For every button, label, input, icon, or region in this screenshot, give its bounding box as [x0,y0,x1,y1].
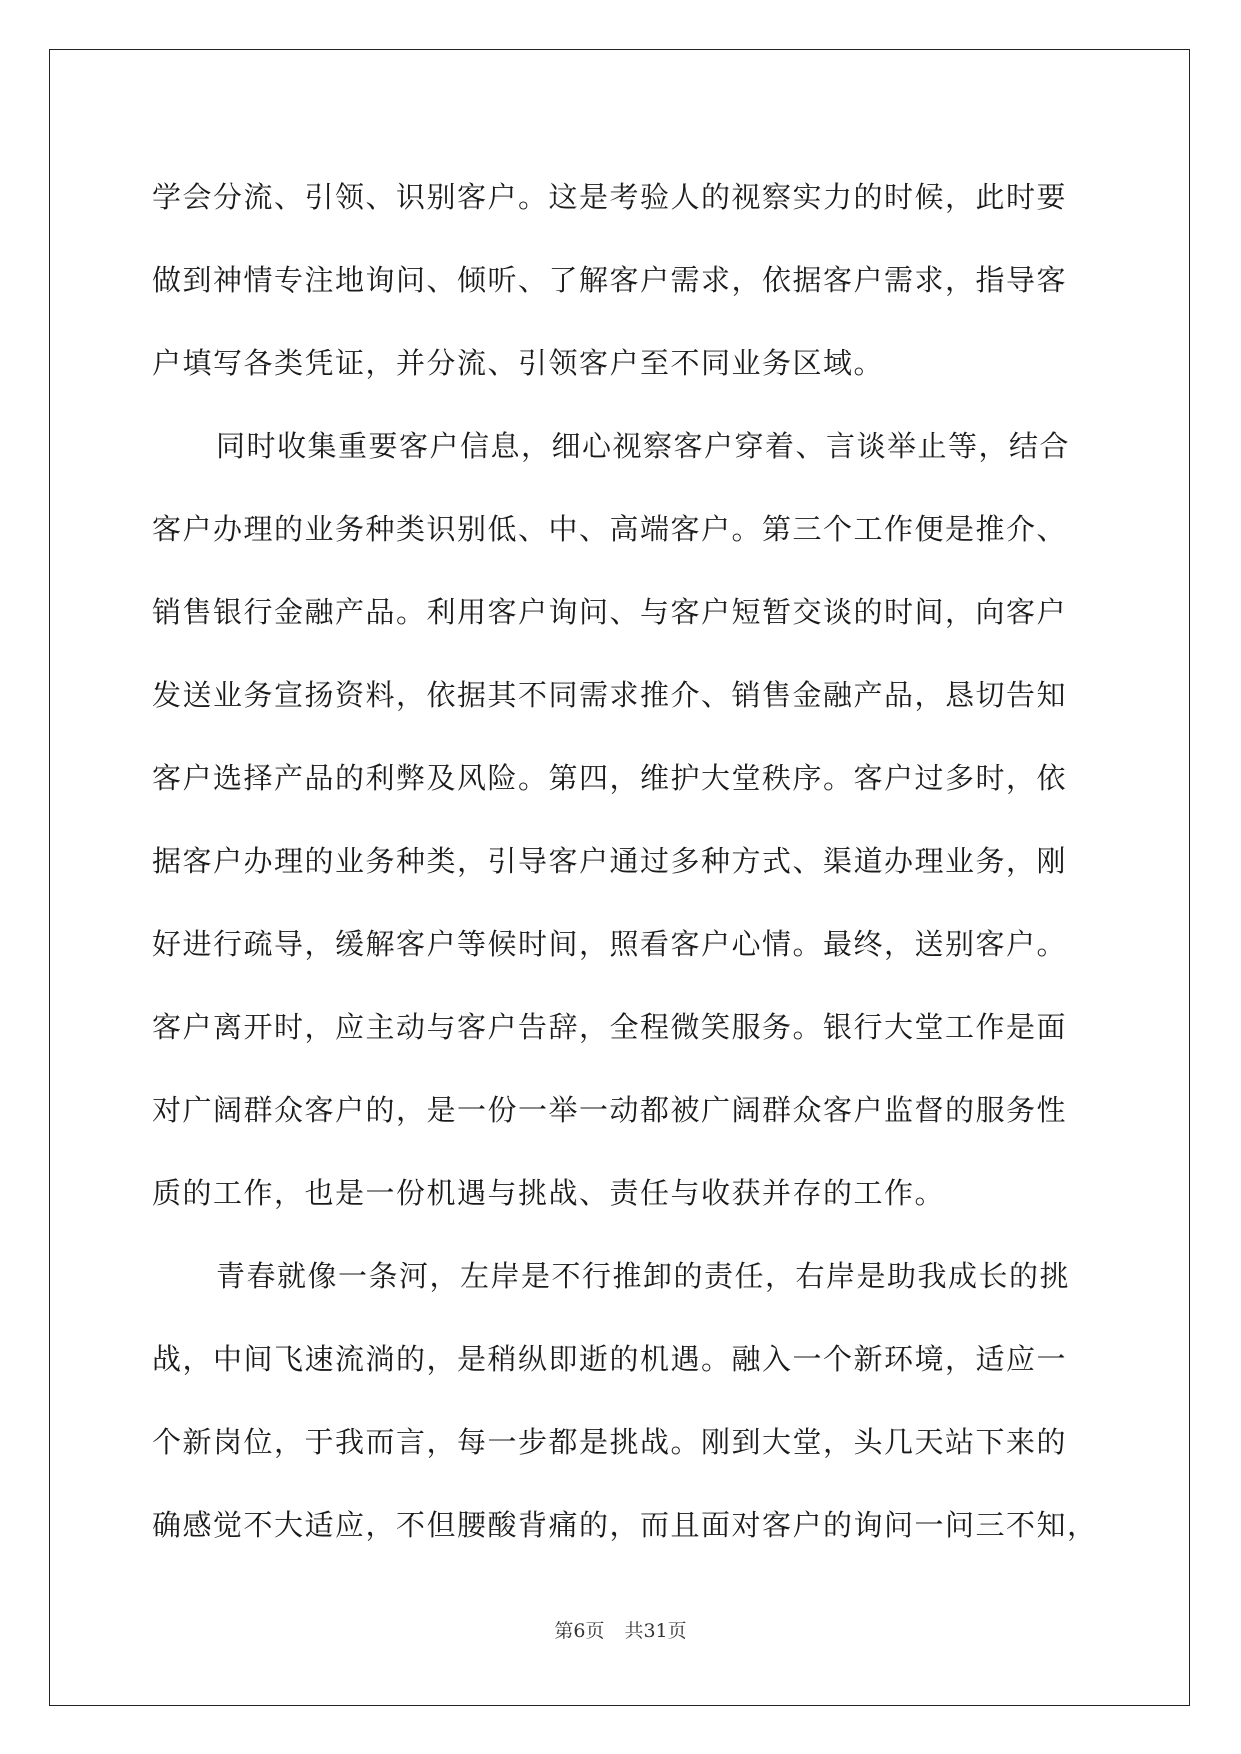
text-line: 户填写各类凭证，并分流、引领客户至不同业务区域。 [152,346,885,380]
document-body [152,156,1098,1567]
page-total: 共31页 [624,1620,687,1642]
text-line: 对广阔群众客户的，是一份一举一动都被广阔群众客户监督的服务性 [152,1093,1068,1127]
text-line: 发送业务宣扬资料，依据其不同需求推介、销售金融产品，恳切告知 [152,678,1068,712]
text-line: 客户办理的业务种类识别低、中、高端客户。第三个工作便是推介、 [152,512,1068,546]
text-line: 据客户办理的业务种类，引导客户通过多种方式、渠道办理业务，刚 [152,844,1068,878]
text-line: 确感觉不大适应，不但腰酸背痛的，而且面对客户的询问一问三不知， [152,1508,1098,1542]
text-line: 客户选择产品的利弊及风险。第四，维护大堂秩序。客户过多时，依 [152,761,1068,795]
text-line: 客户离开时，应主动与客户告辞，全程微笑服务。银行大堂工作是面 [152,1010,1068,1044]
text-line: 做到神情专注地询问、倾听、了解客户需求，依据客户需求，指导客 [152,263,1068,297]
text-line: 同时收集重要客户信息，细心视察客户穿着、言谈举止等，结合 [216,429,1071,463]
text-line: 销售银行金融产品。利用客户询问、与客户短暂交谈的时间，向客户 [152,595,1068,629]
page-number: 第6页 [554,1620,605,1642]
page-footer [0,1616,1241,1643]
text-line: 战，中间飞速流淌的，是稍纵即逝的机遇。融入一个新环境，适应一 [152,1342,1068,1376]
text-line: 质的工作，也是一份机遇与挑战、责任与收获并存的工作。 [152,1176,946,1210]
text-line: 个新岗位，于我而言，每一步都是挑战。刚到大堂，头几天站下来的 [152,1425,1068,1459]
text-line: 学会分流、引领、识别客户。这是考验人的视察实力的时候，此时要 [152,180,1068,214]
text-line: 好进行疏导，缓解客户等候时间，照看客户心情。最终，送别客户。 [152,927,1068,961]
text-line: 青春就像一条河，左岸是不行推卸的责任，右岸是助我成长的挑 [216,1259,1071,1293]
